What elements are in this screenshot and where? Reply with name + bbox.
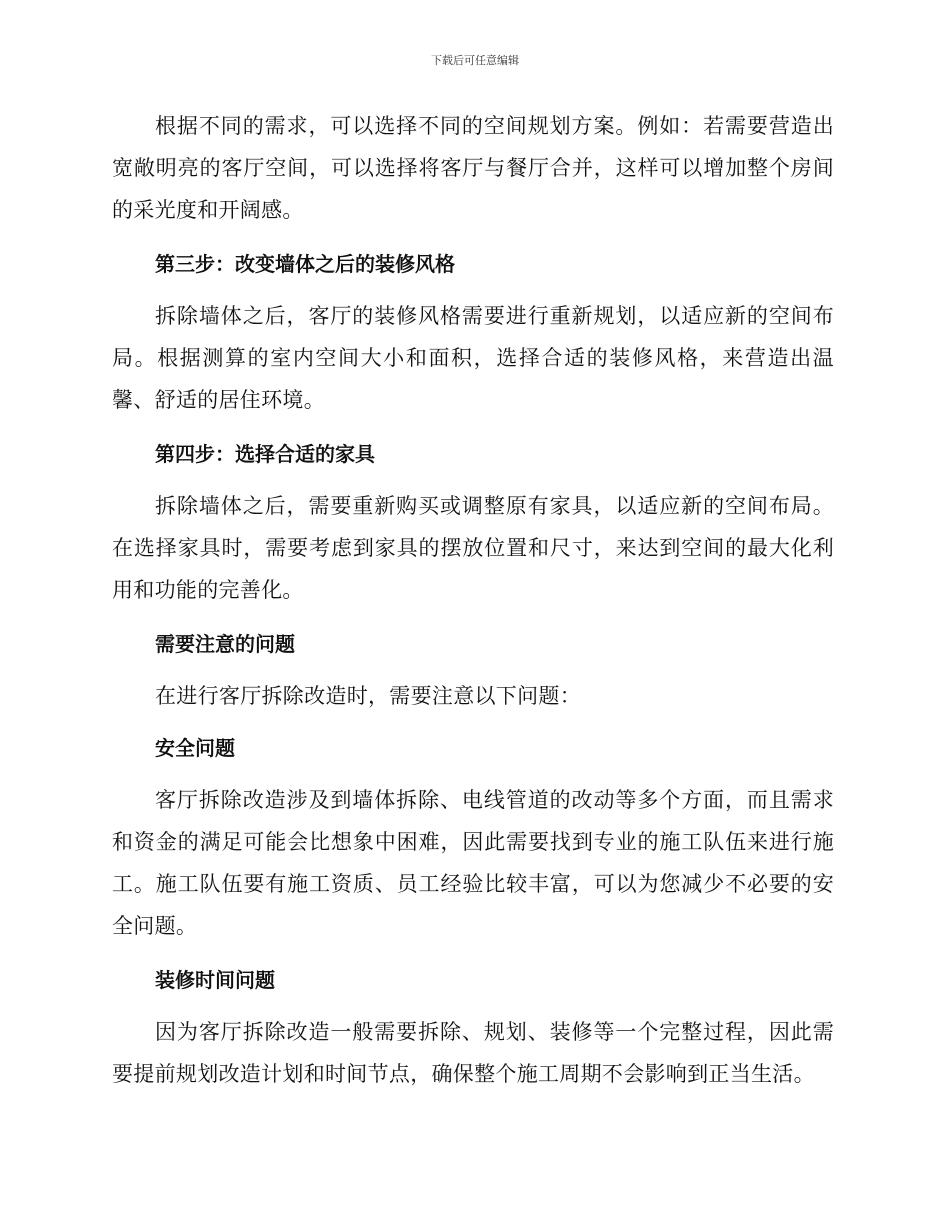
heading-step-three: 第三步：改变墙体之后的装修风格	[155, 252, 455, 276]
heading-step-four: 第四步：选择合适的家具	[155, 442, 375, 466]
page-header: 下载后可任意编辑	[431, 54, 519, 67]
heading-safety: 安全问题	[155, 736, 235, 760]
paragraph-furniture: 拆除墙体之后，需要重新购买或调整原有家具，以适应新的空间布局。在选择家具时，需要考虑到家具的摆放位置和尺寸，来达到空间的最大化利用和功能的完善化。	[112, 494, 834, 602]
heading-notes: 需要注意的问题	[155, 632, 295, 656]
paragraph-notes-intro: 在进行客厅拆除改造时，需要注意以下问题：	[155, 684, 581, 708]
paragraph-decoration-style: 拆除墙体之后，客厅的装修风格需要进行重新规划，以适应新的空间布局。根据测算的室内空间大小和面积，选择合适的装修风格，来营造出温馨、舒适的居住环境。	[112, 304, 834, 412]
heading-schedule: 装修时间问题	[155, 968, 275, 992]
paragraph-safety: 客厅拆除改造涉及到墙体拆除、电线管道的改动等多个方面，而且需求和资金的满足可能会比想象中困难，因此需要找到专业的施工队伍来进行施工。施工队伍要有施工资质、员工经验比较丰富，可以为您减少不必要的安全问题。	[112, 788, 834, 938]
paragraph-schedule: 因为客厅拆除改造一般需要拆除、规划、装修等一个完整过程，因此需要提前规划改造计划和时间节点，确保整个施工周期不会影响到正当生活。	[112, 1020, 834, 1086]
paragraph-space-planning: 根据不同的需求，可以选择不同的空间规划方案。例如：若需要营造出宽敞明亮的客厅空间，可以选择将客厅与餐厅合并，这样可以增加整个房间的采光度和开阔感。	[112, 114, 834, 222]
document-body	[112, 105, 834, 1095]
